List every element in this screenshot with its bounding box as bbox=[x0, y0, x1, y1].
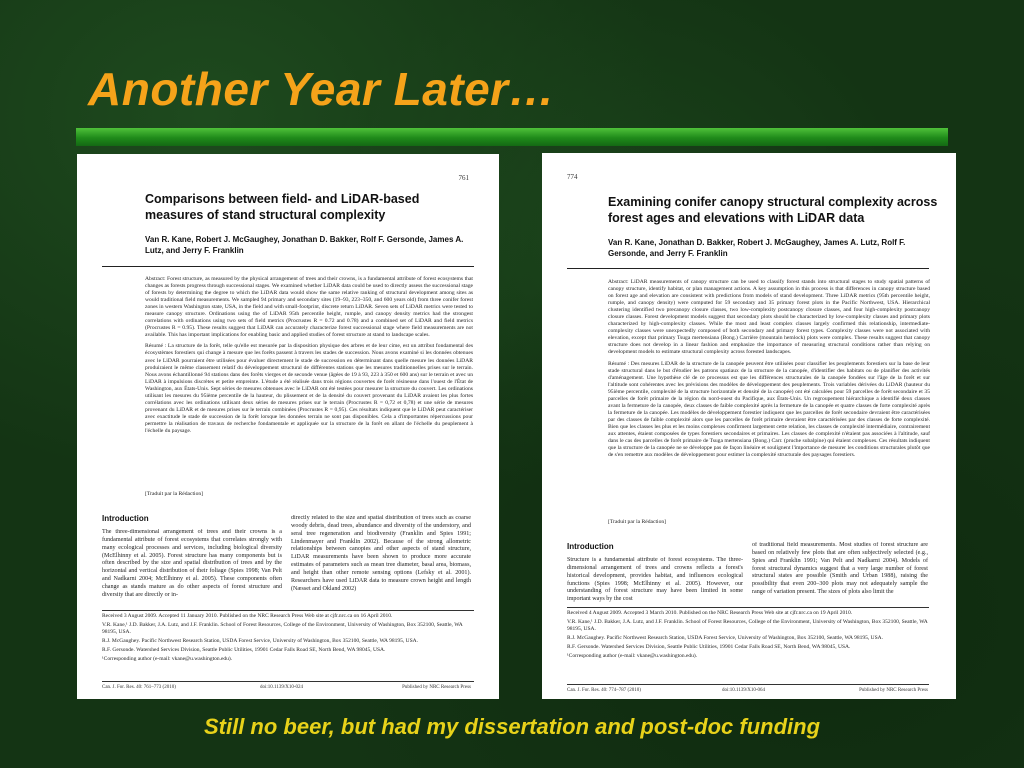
intro-column-right: directly related to the size and spatial distribution of trees such as coarse woody debris, dead trees, abundance and diversity of the understory, and seral tree regeneration and biodiversity (Franklin and Spies 1991; Lindenmayer and Franklin 2002). Because of the strong allometric relationships between canopies and other aspects of stand structure, LiDAR measurements have been shown to produce more accurate estimates of parameters such as mean tree diameter, basal area, biomass, and height than other remote sensing options (Lefsky et al. 2001). Researchers have used LiDAR data to measure crown height and length (Næsset and Okland 2002) bbox=[291, 515, 471, 592]
article-authors: Van R. Kane, Jonathan D. Bakker, Robert J. McGaughey, James A. Lutz, Rolf F. Gersonde, and Jerry F. Franklin bbox=[608, 238, 906, 258]
header-rule bbox=[102, 266, 474, 267]
slide-title: Another Year Later… bbox=[88, 63, 556, 115]
affiliation-3: R.F. Gersonde. Watershed Services Division, Seattle Public Utilities, 19901 Cedar Falls Road SE, North Bend, WA 98045, USA. bbox=[102, 647, 386, 653]
footer-publisher: Published by NRC Research Press bbox=[402, 685, 471, 690]
abstract-fr: Résumé : La structure de la forêt, telle qu'elle est mesurée par la disposition physique des arbres et de leur cime, est un attribut fondamental des écosystèmes forestiers qui change à mesure que les forêts passent à travers les stades de succession. Nous avons examiné si les données obtenues avec le LiDAR pourraient être utilisées pour évaluer directement le stade de succession en déterminant dans quelle mesure les données LiDAR produiraient le même classement relatif du développement structural de différentes stations que les mesures traditionnelles prises sur le terrain. Nous avons échantillonné 94 stations dans des forêts vierges et de seconde venue (âgées de 19 à 93, 223 à 350 et 600 ans) sur le terrain et avec un LiDAR à impulsions discrètes et petite empreinte. L'étude a été réalisée dans trois régions couvertes de forêt résineuse dans l'ouest de l'État de Washington, aux États-Unis. Sept séries de mesures obtenues avec le LiDAR ont été testées pour mesurer la structure du couvert. Les ordinations utilisant les mesures du 95ième percentile de la hauteur, du plissement et de la densité du couvert provenant du LiDAR avaient les plus fortes corrélations avec les ordinations utilisant deux séries de mesures prises sur le terrain (Procrustes R = 0,72 et 0,78) et une série de mesures provenant du LiDAR et de mesures prises sur le terrain combinées (Procrustes R = 0,95). Ces résultats indiquent que le LiDAR peut caractériser avec exactitude le stade de succession de la forêt lorsque les données terrain ne sont pas disponibles. Cela a d'importantes répercussions pour permettre la réalisation de travaux de recherche fondamentale et appliquée sur la structure de la forêt en allant de l'échelle du peuplement à l'échelle du paysage. bbox=[145, 343, 473, 434]
article-title: Examining conifer canopy structural complexity across forest ages and elevations with LiDAR data bbox=[608, 195, 938, 225]
abstract-en: Abstract: LiDAR measurements of canopy structure can be used to classify forest stands into structural stages to study spatial patterns of canopy structure, identify habitat, or plan management actions. A key assumption in this process is that differences in canopy structure based on forest age and elevation are consistent with predictions from models of stand development. Three LiDAR metrics (95th percentile height, rumple, and canopy density) were computed for 59 secondary and 35 primary forest plots in the Pacific Northwest, USA. Hierarchical clustering identified two precanopy closure classes, two low-complexity postcanopy closure classes, and four high-complexity postcanopy closure classes. Forest development models suggest that secondary plots should be characterized by low-complexity classes and primary plots characterized by high-complexity classes. While the most and least complex classes largely confirmed this relationship, intermediate-complexity classes were unexpectedly composed of both secondary and primary forest types. Complexity classes were not associated with elevation, except that primary Tsuga mertensiana (Bong.) Carrière (mountain hemlock) plots were complex. These results suggest that canopy structure does not develop in a linear fashion and emphasize the importance of measuring structural conditions rather than relying on development models to estimate structural complexity across forested landscapes. bbox=[608, 279, 930, 356]
footer-citation: Can. J. For. Res. 40: 774–787 (2010) bbox=[567, 688, 641, 693]
abstract-block bbox=[145, 276, 473, 488]
received-line: Received 3 August 2009. Accepted 11 January 2010. Published on the NRC Research Press Web site at cjfr.nrc.ca on 16 April 2010. bbox=[102, 613, 393, 619]
footer-doi: doi:10.1139/X10-064 bbox=[722, 688, 766, 693]
affiliation-box bbox=[102, 610, 474, 682]
intro-column-left: Structure is a fundamental attribute of forest ecosystems. The three-dimensional arrangement of trees and crowns reflects a forest's historical development, provides habitat, and influences ecological functions (Spies 1998; McElhinny et al. 2005). However, our understanding of forest structure may have been limited in some important ways by the cost bbox=[567, 557, 743, 603]
article-authors: Van R. Kane, Robert J. McGaughey, Jonathan D. Bakker, Rolf F. Gersonde, James A. Lutz, and Jerry F. Franklin bbox=[145, 235, 464, 255]
slide-caption: Still no beer, but had my dissertation and post-doc funding bbox=[203, 714, 821, 739]
abstract-block bbox=[608, 279, 930, 519]
page-number: 774 bbox=[567, 173, 578, 181]
affiliation-3: R.F. Gersonde. Watershed Services Division, Seattle Public Utilities, 19901 Cedar Falls Road SE, North Bend, WA 98045, USA. bbox=[567, 644, 851, 650]
received-line: Received 4 August 2009. Accepted 3 March 2010. Published on the NRC Research Press Web site at cjfr.nrc.ca on 19 April 2010. bbox=[567, 610, 853, 616]
affiliation-2: R.J. McGaughey. Pacific Northwest Research Station, USDA Forest Service, University of Washington, Box 352100, Seattle, WA 98195, USA. bbox=[567, 635, 883, 641]
footer-citation: Can. J. For. Res. 40: 761–773 (2010) bbox=[102, 685, 176, 690]
paper-page-2 bbox=[542, 153, 956, 699]
intro-heading: Introduction bbox=[567, 542, 614, 551]
title-divider bbox=[76, 128, 948, 146]
article-title: Comparisons between field- and LiDAR-based measures of stand structural complexity bbox=[145, 192, 420, 222]
affiliation-box bbox=[567, 607, 929, 685]
abstract-en: Abstract: Forest structure, as measured by the physical arrangement of trees and their crowns, is a fundamental attribute of forest ecosystems that changes as forests progress through successional stages. We examined whether LiDAR data could be used to directly assess the successional stage of forests by determining the degree to which the LiDAR data would show the same relative ranking of structural development among sites as would traditional field measurements. We sampled 94 primary and secondary sites (19–93, 223–350, and 600 years old) from three conifer forest zones in western Washington state, USA, in the field and with small-footprint, discrete return LiDAR. Seven sets of LiDAR metrics were tested to measure canopy structure. Ordinations using the of LiDAR 95th percentile height, rumple, and canopy density metrics had the strongest correlations with ordinations using two sets of field metrics (Procrustes R = 0.72 and 0.78) and a combined set of LiDAR and field metrics (Procrustes R = 0.95). These results suggest that LiDAR can accurately characterize forest successional stage where field measurements are not available. This has important implications for enabling basic and applied studies of forest structure at stand to landscape scales. bbox=[145, 276, 473, 339]
affiliation-1: V.R. Kane,¹ J.D. Bakker, J.A. Lutz, and J.F. Franklin. School of Forest Resources, College of the Environment, University of Washington, Box 352100, Seattle, WA 98195, USA. bbox=[102, 622, 463, 635]
corresponding-author: ¹Corresponding author (e-mail: vkane@u.washington.edu). bbox=[567, 653, 698, 659]
affiliation-2: R.J. McGaughey. Pacific Northwest Research Station, USDA Forest Service, University of Washington, Box 352100, Seattle, WA 98195, USA. bbox=[102, 638, 418, 644]
footer-doi: doi:10.1139/X10-024 bbox=[260, 685, 304, 690]
intro-column-right: of traditional field measurements. Most studies of forest structure are based on relatively few plots that are often subjectively selected (e.g., Spies and Franklin 1991; Van Pelt and Nadkarni 2004). Models of forest structural dynamics suggest that a very large number of forest structural states are possible (Smith and Urban 1988), raising the possibility that even 200–300 plots may not adequately sample the range of variation present. The sizes of plots also limit the bbox=[752, 542, 928, 596]
translation-note: [Traduit par la Rédaction] bbox=[145, 491, 204, 497]
intro-heading: Introduction bbox=[102, 514, 149, 523]
paper-page-1 bbox=[77, 154, 499, 699]
intro-column-left: The three-dimensional arrangement of trees and their crowns is a fundamental attribute of forest ecosystems that correlates strongly with many ecological processes and services, including biological diversity (McElhinny et al. 2005). Forest structure has many components but is often described by the size and spatial distribution of trees and by the horizontal and vertical distribution of their foliage (Spies 1998; Van Pelt and Nadkarni 2004; McElhinny et al. 2005). These components often change as stands mature as do other aspects of forest structure and diversity that are directly or in- bbox=[102, 529, 282, 598]
affiliation-1: V.R. Kane,¹ J.D. Bakker, J.A. Lutz, and J.F. Franklin. School of Forest Resources, College of the Environment, University of Washington, Box 352100, Seattle, WA 98195, USA. bbox=[567, 619, 928, 632]
footer-publisher: Published by NRC Research Press bbox=[859, 688, 928, 693]
corresponding-author: ¹Corresponding author (e-mail: vkane@u.washington.edu). bbox=[102, 656, 233, 662]
translation-note: [Traduit par la Rédaction] bbox=[608, 519, 667, 525]
page-number: 761 bbox=[458, 174, 469, 182]
abstract-fr: Résumé : Des mesures LiDAR de la structure de la canopée peuvent être utilisées pour classifier les peuplements forestiers sur la base de leur stade structural dans le but d'étudier les patrons spatiaux de la structure de la canopée, d'identifier des habitats ou de planifier des activités d'aménagement. Une hypothèse clé de ce processus est que les différences structurales de la canopée fondées sur l'âge de la forêt et sur l'altitude sont cohérentes avec les prévisions des modèles de développement des peuplements. Trois variables dérivées du LiDAR (hauteur du 95ième percentile, complexité de la structure horizontale et densité de la canopée) ont été calculées pour 59 parcelles de forêt secondaire et 35 parcelles de forêt primaire de la région du nord-ouest du Pacifique, aux États-Unis. Un regroupement hiérarchique a identifié deux classes avant la fermeture de la canopée, deux classes de faible complexité après la fermeture de la canopée et quatre classes de forte complexité après la fermeture de la canopée. Les modèles de développement forestier indiquent que les parcelles de forêt secondaire devraient être caractérisées par des classes de faible complexité alors que les parcelles de forêt primaire devraient être caractérisées par des classes de forte complexité. Bien que les classes les plus et les moins complexes confirment largement cette relation, les classes de complexité intermédiaire, contrairement aux attentes, étaient composées de types forestiers secondaires et primaires. Les classes de complexité n'étaient pas associées à l'altitude, sauf dans le cas des parcelles de forêt primaire de Tsuga mertensiana (Bong.) Carr. (pruche subalpine) qui étaient complexes. Ces résultats indiquent que la structure de la canopée ne se développe pas de façon linéaire et soulignent l'importance de mesurer les conditions structurales plutôt que de s'en remettre aux modèles de développement pour estimer la complexité structurale des paysages forestiers. bbox=[608, 360, 930, 459]
header-rule bbox=[567, 268, 929, 269]
